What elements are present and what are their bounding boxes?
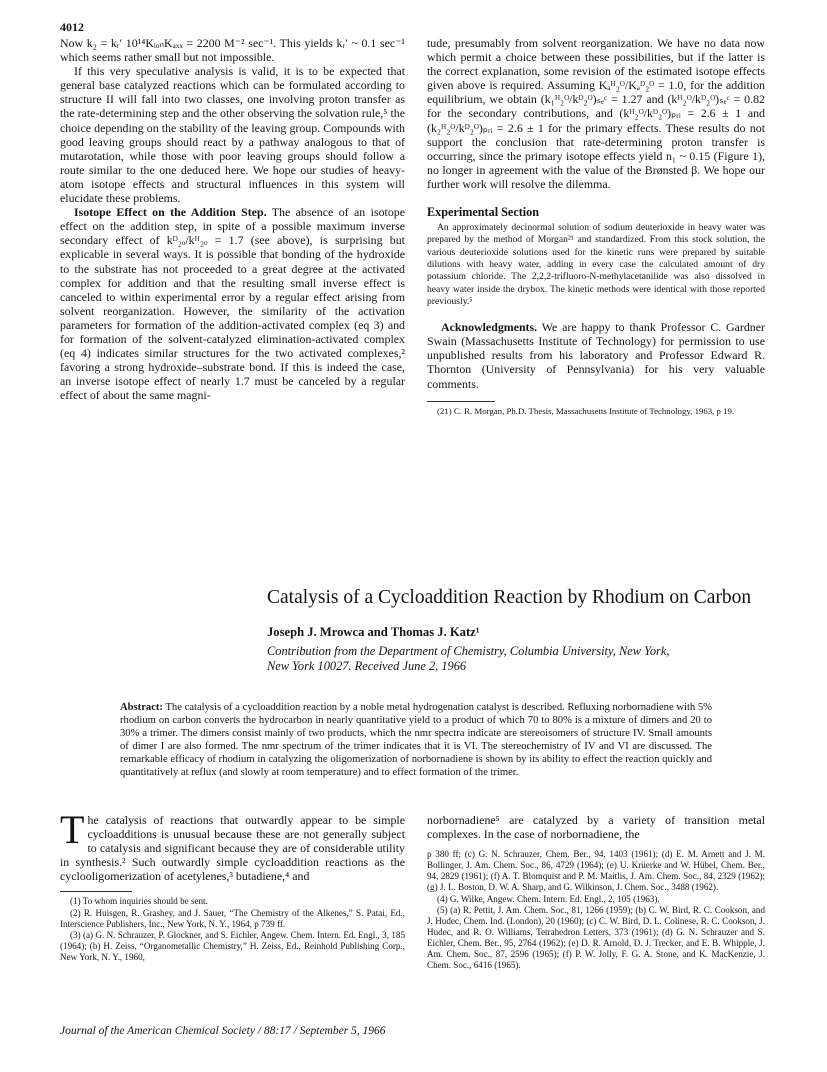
- body-intro-text: he catalysis of reactions that outwardly appear to be simple cycloadditions is unusual because these are not generally subject to catalysis and significant because they are of considerable utility in synthesis.² Such outwardly simple cycloaddition reactions as the cyclooligomerization of acetylenes,³ butadiene,⁴ and: [60, 813, 405, 884]
- authors: Joseph J. Mrowca and Thomas J. Katz¹: [267, 625, 480, 639]
- acknowledgments-text: We are happy to thank Professor C. Gardner Swain (Massachusetts Institute of Technology) for permission to use unpublished results from his laboratory and Professor Edward R. Thornton (University of Pennsylvania) for his very valuable comments.: [427, 320, 765, 391]
- paragraph-rate-constant: Now k₂ = kᵣ′ 10¹⁴KᵢₒₙKₐₓₓ = 2200 M⁻² sec⁻¹. This yields kᵣ′ ~ 0.1 sec⁻¹ which seems rather small but not impossible.: [60, 36, 405, 65]
- footnote-3-continued: p 380 ff; (c) G. N. Schrauzer, Chem. Ber., 94, 1403 (1961); (d) E. M. Arnett and J. M. Bollinger, J. Am. Chem. Soc., 86, 4729 (1964); (e) U. Krüerke and W. Hübel, Chem. Ber., 94, 2829 (1961); (f) A. T. Blomquist and P. M. Maitlis, J. Am. Chem. Soc., 84, 2329 (1962); (g) J. L. Boston, D. W. A. Sharp, and G. Wilkinson, J. Chem. Soc., 3488 (1962).: [427, 849, 765, 893]
- abstract-text: The catalysis of a cycloaddition reaction by a noble metal hydrogenation catalyst is described. Refluxing norbornadiene with 5% rhodium on carbon converts the hydrocarbon in nearly quantitative yield to a product of which 70 to 80% is a mixture of dimers and 20 to 30% a trimer. The dimers consist mainly of two products, which the nmr spectra indicate are stereoisomers of structure IV. Small amounts of dimer I are also formed. The nmr spectrum of the trimer indicates that it is VI. The stereochemistry of IV and VI are discussed. The remarkable efficacy of rhodium in catalyzing the oligomerization of norbornadiene is shown by its ability to effect the reaction quickly and quantitatively at reflux (and slowly at room temperature) and to effect formation of the trimer.: [120, 702, 712, 779]
- paragraph-solvent-reorganization: tude, presumably from solvent reorganization. We have no data now which permit a choice between these possibilities, but if the latter is the correct explanation, some revision of the estimated isotope effects given above is required. Assuming Kₐᴴ₂ᴼ/Kₐᴰ₂ᴼ = 1.0, for the addition equilibrium, we obtain (k₁ᴴ₂ᴼ/kᴰ₂ᴼ)ₛₑᶜ = 1.27 and (kᴴ₂ᴼ/kᴰ₂ᴼ)ₛₑᶜ = 0.82 for the secondary contributions, and (kᴴ₂ᴼ/kᴰ₂ᴼ)ₚᵣᵢ = 2.6 ± 1 and (k₂ᴴ₂ᴼ/kᴰ₂ᴼ)ₚᵣᵢ = 2.6 ± 1 for the primary effects. These results do not support the conclusion that rate-determining proton transfer is occurring, since the primary isotope effects yield n₁ ~ 0.15 (Figure 1), no longer in agreement with the value of the Brønsted β. We hope our further work will resolve the dilemma.: [427, 36, 765, 191]
- footnote-3: (3) (a) G. N. Schrauzer, P. Glockner, and S. Eichler, Angew. Chem. Intern. Ed. Engl., 3, 185 (1964); (b) H. Zeiss, “Organometallic Chemistry,” H. Zeiss, Ed., Reinhold Publishing Corp., New York, N. Y., 1960,: [60, 929, 405, 962]
- article-title: Catalysis of a Cycloaddition Reaction by Rhodium on Carbon: [267, 587, 752, 608]
- footnote-5: (5) (a) R. Pettit, J. Am. Chem. Soc., 81, 1266 (1959); (b) C. W. Bird, R. C. Cookson, and J. Hudec, Chem. Ind. (London), 20 (1960); (c) C. W. Bird, D. L. Colinese, R. C. Cookson, J. Hudec, and R. O. Williams, Tetrahedron Letters, 373 (1961); (d) G. N. Schrauzer and S. Eichler, Chem. Ber., 95, 2764 (1962); (e) D. R. Arnold, D. J. Trecker, and E. B. Whipple, J. Am. Chem. Soc., 87, 2596 (1965); (f) P. W. Jolly, F. G. A. Stone, and K. MacKenzie, J. Chem. Soc., 6416 (1965).: [427, 904, 765, 971]
- acknowledgments-paragraph: [427, 320, 765, 390]
- body-intro-paragraph: [60, 807, 405, 884]
- left-column-top: [60, 36, 405, 402]
- body-continuation-paragraph: norbornadiene⁵ are catalyzed by a variety of transition metal complexes. In the case of norbornadiene, the: [427, 813, 765, 842]
- right-column-top: [427, 36, 765, 417]
- affiliation: Contribution from the Department of Chemistry, Columbia University, New York, New York 10027. Received June 2, 1966: [267, 644, 670, 674]
- body-right-column: [427, 813, 765, 971]
- isotope-effect-heading: Isotope Effect on the Addition Step.: [74, 205, 267, 220]
- abstract-label: Abstract:: [120, 702, 163, 713]
- paragraph-isotope-effect: [60, 205, 405, 402]
- footnote-21: (21) C. R. Morgan, Ph.D. Thesis, Massachusetts Institute of Technology, 1963, p 19.: [437, 405, 735, 416]
- footnotes-right: [427, 849, 765, 971]
- footnotes-left: [60, 896, 405, 963]
- footnote-4: (4) G. Wilke, Angew. Chem. Intern. Ed. Engl., 2, 105 (1963).: [437, 893, 660, 904]
- page-number: 4012: [60, 20, 84, 34]
- experimental-section-heading: Experimental Section: [427, 205, 540, 220]
- abstract: [120, 701, 712, 780]
- footnote-divider: [60, 891, 132, 892]
- isotope-effect-text: The absence of an isotope effect on the addition step, in spite of a possible maximum inverse secondary effect of kᴰ₂ₒ/kᴴ₂ₒ = 1.7 (see above), is surprising but explicable in several ways. It is possible that bonding of the hydroxide to the substrate has not proceeded to a great degree at the activated complex for addition and that the resulting small inverse effect is canceled to within experimental error by a regular effect arising from solvent reorganization. However, the similarity of the activation parameters for formation of the addition-activated complex (eq 3) and for formation of the solvent-catalyzed elimination-activated complex (eq 4) indicates similar structures for the two activated complexes,² favoring a strong hydroxide–substrate bond. If this is indeed the case, an inverse isotope effect of nearly 1.7 must be canceled by a regular effect of about the same magni-: [60, 205, 405, 403]
- footnote-2: (2) R. Huisgen, R. Grashey, and J. Sauer, “The Chemistry of the Alkenes,” S. Patai, Ed., Interscience Publishers, Inc., New York, N. Y., 1964, p 739 ff.: [60, 907, 405, 929]
- footnote-divider: [427, 401, 495, 402]
- paragraph-speculative-analysis: If this very speculative analysis is valid, it is to be expected that general base catalyzed reactions which can be formulated according to structure II will fall into two classes, one involving proton transfer as the rate-determining step and the other observing the solvation rule,⁵ the choice depending on the stability of the leaving group. Compounds with good leaving groups should react by a pathway analogous to that of mutarotation, while those with poor leaving groups should follow a route similar to the one deduced here. We hope our studies of heavy-atom isotope effects and structural influences in this system will elucidate these problems.: [60, 64, 405, 206]
- footnote-1: (1) To whom inquiries should be sent.: [70, 896, 208, 907]
- drop-cap: T: [60, 807, 85, 852]
- body-left-column: [60, 807, 405, 963]
- experimental-section-text: An approximately decinormal solution of sodium deuterioxide in heavy water was prepared by the method of Morgan²¹ and standardized. From this stock solution, the various deuterioxide solutions used for the kinetic runs were prepared by suitable dilutions with heavy water, adding in every case the calculated amount of dry potassium chloride. The 2,2,2-trifluoro-N-methylacetanilide was also dissolved in heavy water inside the drybox. The kinetic methods were identical with those reported previously.⁵: [427, 222, 765, 307]
- journal-footer: Journal of the American Chemical Society / 88:17 / September 5, 1966: [60, 1025, 386, 1037]
- acknowledgments-heading: Acknowledgments.: [441, 320, 538, 335]
